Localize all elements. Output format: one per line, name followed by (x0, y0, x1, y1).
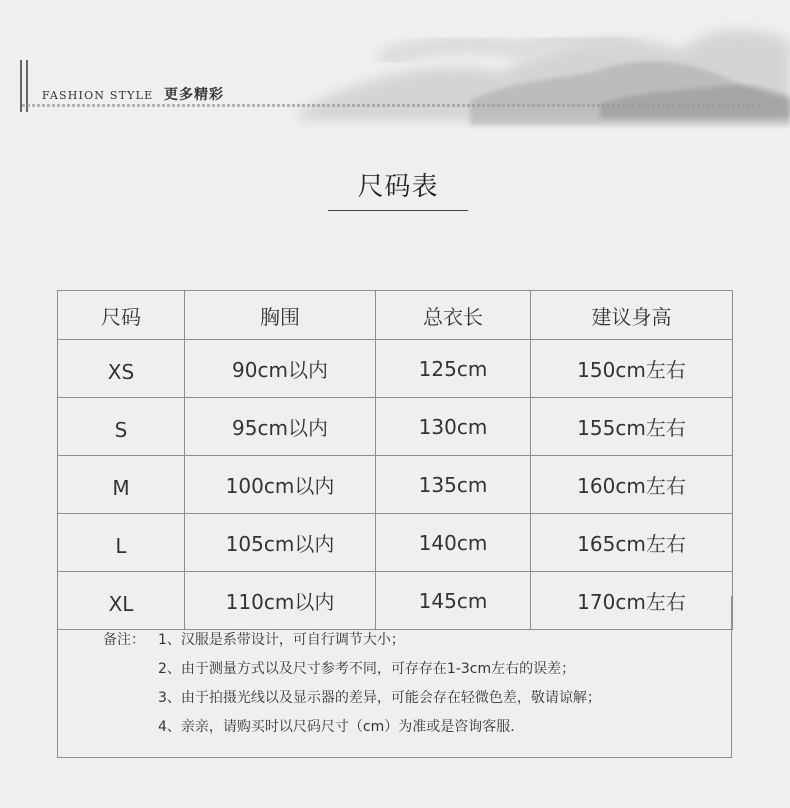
cell-height: 150cm左右 (531, 340, 733, 398)
brand-header (42, 84, 224, 104)
table-header-row (58, 291, 733, 340)
header-height: 建议身高 (531, 291, 733, 340)
cell-length: 145cm (376, 572, 531, 630)
cell-chest: 105cm以内 (185, 514, 376, 572)
page-title: 尺码表 (357, 172, 439, 202)
title-underline (328, 210, 468, 211)
size-table (57, 290, 733, 630)
cell-size: XL (58, 572, 185, 630)
cell-chest: 100cm以内 (185, 456, 376, 514)
cell-length: 140cm (376, 514, 531, 572)
table-row (58, 398, 733, 456)
brand-english: FASHION STYLE (42, 89, 154, 102)
table-row (58, 456, 733, 514)
note-line: 1、汉服是系带设计，可自行调节大小； (158, 632, 405, 648)
notes-box (57, 596, 732, 758)
cell-height: 170cm左右 (531, 572, 733, 630)
note-line: 3、由于拍摄光线以及显示器的差异，可能会存在轻微色差，敬请谅解； (158, 690, 601, 706)
cell-height: 160cm左右 (531, 456, 733, 514)
cell-length: 125cm (376, 340, 531, 398)
cell-length: 130cm (376, 398, 531, 456)
header-length: 总衣长 (376, 291, 531, 340)
header-chest: 胸围 (185, 291, 376, 340)
table-row (58, 340, 733, 398)
ink-mountain-decoration (0, 0, 790, 150)
cell-chest: 95cm以内 (185, 398, 376, 456)
cell-size: M (58, 456, 185, 514)
note-line: 4、亲亲，请购买时以尺码尺寸（cm）为准或是咨询客服. (158, 719, 515, 735)
cell-height: 165cm左右 (531, 514, 733, 572)
cell-size: S (58, 398, 185, 456)
note-line: 2、由于测量方式以及尺寸参考不同，可存存在1-3cm左右的误差； (158, 661, 576, 677)
cell-chest: 110cm以内 (185, 572, 376, 630)
cell-size: L (58, 514, 185, 572)
cell-height: 155cm左右 (531, 398, 733, 456)
header-size: 尺码 (58, 291, 185, 340)
brand-more-link[interactable]: 更多精彩 (164, 87, 225, 103)
notes-label: 备注： (103, 632, 145, 648)
brand-divider (22, 104, 762, 107)
cell-chest: 90cm以内 (185, 340, 376, 398)
cell-length: 135cm (376, 456, 531, 514)
cell-size: XS (58, 340, 185, 398)
table-row (58, 514, 733, 572)
